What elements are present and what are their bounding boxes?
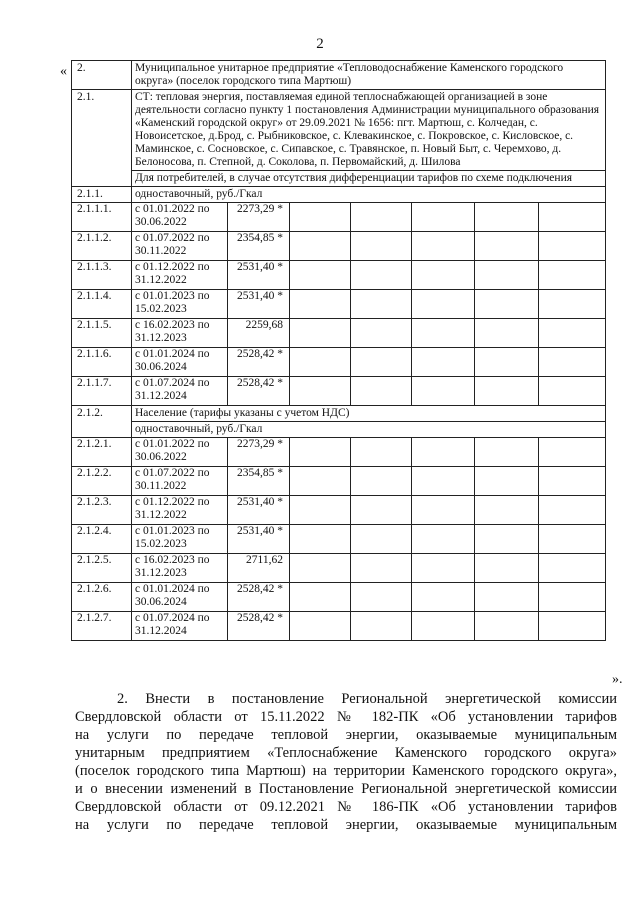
- empty-cell: [475, 377, 539, 406]
- empty-cell: [539, 232, 606, 261]
- tariff-value: 2531,40 *: [228, 525, 290, 554]
- body-text: [75, 690, 617, 834]
- tariff-row: [72, 319, 606, 348]
- empty-cell: [412, 525, 475, 554]
- tariff-period: с 01.01.2024 по 30.06.2024: [132, 348, 228, 377]
- group1-header-row: [72, 187, 606, 203]
- tariff-row-num: 2.1.1.4.: [72, 290, 132, 319]
- empty-cell: [412, 612, 475, 641]
- tariff-value: 2354,85 *: [228, 467, 290, 496]
- empty-cell: [539, 438, 606, 467]
- empty-cell: [290, 232, 351, 261]
- empty-cell: [290, 348, 351, 377]
- empty-cell: [351, 525, 412, 554]
- empty-cell: [539, 467, 606, 496]
- empty-cell: [351, 583, 412, 612]
- tariff-row-num: 2.1.1.2.: [72, 232, 132, 261]
- empty-cell: [351, 348, 412, 377]
- paragraph-line: 2. Внести в постановление Региональной энергетической комиссии: [117, 691, 617, 707]
- empty-cell: [475, 612, 539, 641]
- empty-cell: [539, 319, 606, 348]
- tariff-period: с 16.02.2023 по 31.12.2023: [132, 554, 228, 583]
- paragraph-line: унитарным предприятием «Теплоснабжение Каменского городского округа»: [75, 745, 617, 761]
- group2-label: Население (тарифы указаны с учетом НДС): [132, 406, 606, 422]
- empty-cell: [412, 261, 475, 290]
- empty-cell: [539, 377, 606, 406]
- paragraph-line: на услуги по передаче тепловой энергии, оказываемые муниципальным: [75, 817, 617, 833]
- empty-cell: [290, 612, 351, 641]
- tariff-period: с 01.01.2022 по 30.06.2022: [132, 438, 228, 467]
- tariff-period: с 01.07.2024 по 31.12.2024: [132, 377, 228, 406]
- empty-cell: [290, 377, 351, 406]
- empty-cell: [475, 554, 539, 583]
- empty-cell: [412, 377, 475, 406]
- empty-cell: [475, 319, 539, 348]
- empty-cell: [290, 261, 351, 290]
- empty-cell: [351, 290, 412, 319]
- empty-cell: [475, 525, 539, 554]
- tariff-row: [72, 525, 606, 554]
- tariff-value: 2528,42 *: [228, 612, 290, 641]
- paragraph-line: на услуги по передаче тепловой энергии, оказываемые муниципальным: [75, 727, 617, 743]
- empty-cell: [475, 467, 539, 496]
- empty-cell: [290, 583, 351, 612]
- tariff-value: 2259,68: [228, 319, 290, 348]
- empty-cell: [290, 496, 351, 525]
- tariff-value: 2528,42 *: [228, 348, 290, 377]
- empty-cell: [351, 319, 412, 348]
- tariff-row: [72, 496, 606, 525]
- group2-subheader-row: [72, 422, 606, 438]
- tariff-period: с 01.12.2022 по 31.12.2022: [132, 496, 228, 525]
- empty-cell: [412, 554, 475, 583]
- empty-cell: [412, 203, 475, 232]
- tariff-row: [72, 583, 606, 612]
- org-row: [72, 61, 606, 90]
- tariff-row: [72, 348, 606, 377]
- tariff-value: 2273,29 *: [228, 438, 290, 467]
- empty-cell: [539, 348, 606, 377]
- empty-cell: [290, 554, 351, 583]
- empty-cell: [351, 232, 412, 261]
- empty-cell: [475, 232, 539, 261]
- tariff-period: с 01.07.2022 по 30.11.2022: [132, 232, 228, 261]
- empty-cell: [351, 261, 412, 290]
- tariff-value: 2528,42 *: [228, 583, 290, 612]
- tariff-period: с 01.01.2022 по 30.06.2022: [132, 203, 228, 232]
- tariff-row: [72, 554, 606, 583]
- tariff-value: 2711,62: [228, 554, 290, 583]
- empty-cell: [539, 583, 606, 612]
- consumers-row-text: Для потребителей, в случае отсутствия дифференциации тарифов по схеме подключения: [132, 171, 606, 187]
- tariff-value: 2531,40 *: [228, 496, 290, 525]
- tariff-period: с 01.07.2022 по 30.11.2022: [132, 467, 228, 496]
- tariff-row-num: 2.1.1.3.: [72, 261, 132, 290]
- empty-cell: [412, 348, 475, 377]
- paragraph-line: Свердловской области от 15.11.2022 № 182-ПК «Об установлении тарифов: [75, 709, 617, 725]
- tariff-period: с 01.01.2023 по 15.02.2023: [132, 525, 228, 554]
- empty-cell: [539, 290, 606, 319]
- opening-quote: «: [60, 64, 67, 79]
- tariff-row: [72, 290, 606, 319]
- tariff-row: [72, 203, 606, 232]
- section-row: [72, 90, 606, 171]
- section-row-num: 2.1.: [72, 90, 132, 187]
- empty-cell: [412, 232, 475, 261]
- tariff-row: [72, 467, 606, 496]
- tariff-row-num: 2.1.1.5.: [72, 319, 132, 348]
- empty-cell: [412, 583, 475, 612]
- empty-cell: [412, 496, 475, 525]
- group2-sublabel: одноставочный, руб./Гкал: [132, 422, 606, 438]
- empty-cell: [475, 438, 539, 467]
- tariff-period: с 16.02.2023 по 31.12.2023: [132, 319, 228, 348]
- group2-num: 2.1.2.: [72, 406, 132, 438]
- tariff-period: с 01.07.2024 по 31.12.2024: [132, 612, 228, 641]
- tariff-row: [72, 232, 606, 261]
- empty-cell: [539, 203, 606, 232]
- empty-cell: [290, 290, 351, 319]
- empty-cell: [475, 583, 539, 612]
- paragraph-line: (поселок городского типа Мартюш) на территории Каменского городского округа»,: [75, 763, 617, 779]
- tariff-row: [72, 377, 606, 406]
- empty-cell: [412, 438, 475, 467]
- group2-header-row: [72, 406, 606, 422]
- tariff-row-num: 2.1.2.3.: [72, 496, 132, 525]
- tariff-value: 2531,40 *: [228, 290, 290, 319]
- tariff-value: 2273,29 *: [228, 203, 290, 232]
- tariff-row-num: 2.1.2.1.: [72, 438, 132, 467]
- paragraph-line: и о внесении изменений в Постановление Региональной энергетической комиссии: [75, 781, 617, 797]
- page-number: 2: [316, 36, 324, 52]
- closing-quote: ».: [612, 672, 623, 687]
- tariff-row-num: 2.1.2.7.: [72, 612, 132, 641]
- empty-cell: [412, 467, 475, 496]
- empty-cell: [351, 467, 412, 496]
- empty-cell: [290, 438, 351, 467]
- empty-cell: [412, 290, 475, 319]
- tariff-row: [72, 612, 606, 641]
- empty-cell: [351, 554, 412, 583]
- tariff-row-num: 2.1.2.5.: [72, 554, 132, 583]
- section-row-text: СТ: тепловая энергия, поставляемая единой теплоснабжающей организацией в зоне деятельности согласно пункту 1 постановления Администрации муниципального образования «Каменский городской округ» от 29.09.2021 № 1656: пгт. Мартюш, с. Колчедан, с. Новоисетское, д.Брод, с. Рыбниковское, с. Клевакинское, с. Покровское, с. Кисловское, с. Маминское, с. Сосновское, с. Сипавское, с. Травянское, п. Новый Быт, с. Черемхово, д. Белоносова, п. Степной, д. Соколова, п. Первомайский, д. Шилова: [132, 90, 606, 171]
- tariff-row-num: 2.1.2.6.: [72, 583, 132, 612]
- empty-cell: [539, 525, 606, 554]
- tariff-row-num: 2.1.1.6.: [72, 348, 132, 377]
- tariff-value: 2531,40 *: [228, 261, 290, 290]
- tariff-value: 2354,85 *: [228, 232, 290, 261]
- empty-cell: [351, 377, 412, 406]
- group1-label: одноставочный, руб./Гкал: [132, 187, 606, 203]
- tariff-row-num: 2.1.2.4.: [72, 525, 132, 554]
- group1-num: 2.1.1.: [72, 187, 132, 203]
- tariff-row-num: 2.1.1.1.: [72, 203, 132, 232]
- empty-cell: [351, 496, 412, 525]
- paragraph-line: Свердловской области от 09.12.2021 № 186-ПК «Об установлении тарифов: [75, 799, 617, 815]
- empty-cell: [539, 554, 606, 583]
- empty-cell: [290, 525, 351, 554]
- empty-cell: [290, 319, 351, 348]
- empty-cell: [475, 290, 539, 319]
- empty-cell: [290, 203, 351, 232]
- empty-cell: [351, 612, 412, 641]
- org-row-text: Муниципальное унитарное предприятие «Тепловодоснабжение Каменского городского округа» (поселок городского типа Мартюш): [132, 61, 606, 90]
- empty-cell: [475, 496, 539, 525]
- empty-cell: [539, 261, 606, 290]
- tariff-value: 2528,42 *: [228, 377, 290, 406]
- tariff-period: с 01.12.2022 по 31.12.2022: [132, 261, 228, 290]
- tariff-row-num: 2.1.2.2.: [72, 467, 132, 496]
- empty-cell: [290, 467, 351, 496]
- tariff-table: [71, 60, 606, 641]
- tariff-row: [72, 261, 606, 290]
- tariff-row: [72, 438, 606, 467]
- org-row-num: 2.: [72, 61, 132, 90]
- empty-cell: [475, 203, 539, 232]
- empty-cell: [475, 261, 539, 290]
- empty-cell: [351, 438, 412, 467]
- tariff-period: с 01.01.2023 по 15.02.2023: [132, 290, 228, 319]
- empty-cell: [539, 496, 606, 525]
- empty-cell: [412, 319, 475, 348]
- empty-cell: [351, 203, 412, 232]
- consumers-row: [72, 171, 606, 187]
- tariff-period: с 01.01.2024 по 30.06.2024: [132, 583, 228, 612]
- empty-cell: [539, 612, 606, 641]
- empty-cell: [475, 348, 539, 377]
- tariff-row-num: 2.1.1.7.: [72, 377, 132, 406]
